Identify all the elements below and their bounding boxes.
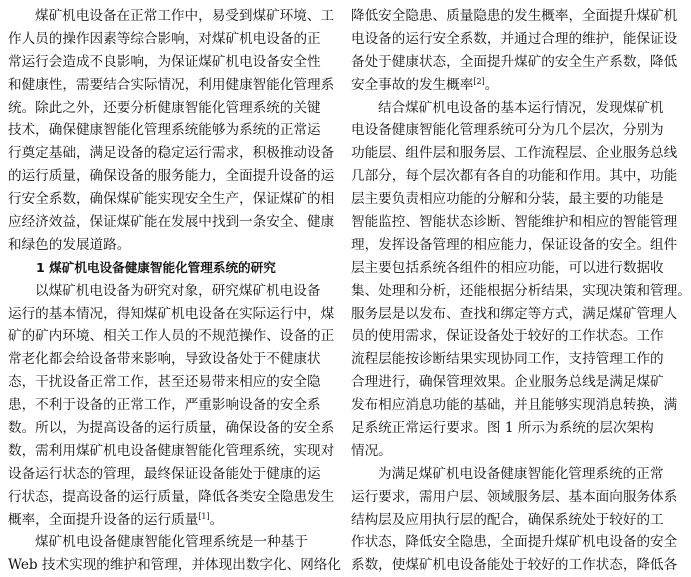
line-text: 情况。 [351, 442, 392, 459]
line-text: 设备运行状态的管理，最终保证设备能处于健康的运 [8, 465, 321, 482]
right-text-line [351, 463, 664, 486]
citation-marker: [1] [198, 511, 210, 521]
line-text: 电设备健康智能化管理系统可分为几个层次，分别为 [351, 122, 664, 139]
line-text: 集、处理和分析，还能根据分析结果，实现决策和管理。 [351, 282, 691, 299]
left-text-line [8, 5, 335, 28]
line-text: 行状态，提高设备的运行质量，降低各类安全隐患发生 [8, 488, 335, 505]
line-text: 智能监控、智能状态诊断、智能维护和相应的智能管理 [351, 214, 678, 231]
left-text-line [8, 325, 335, 348]
line-text: 常老化都会给设备带来影响，导致设备处于不健康状 [8, 351, 321, 368]
left-text-line [8, 531, 308, 554]
left-text-line [8, 28, 321, 51]
line-text: Web 技术实现的维护和管理，并体现出数字化、网络化 [8, 557, 341, 574]
left-text-line [8, 348, 321, 371]
left-text-line [8, 188, 335, 211]
line-text: 功能层、组件层和服务层、工作流程层、企业服务总线 [351, 145, 678, 162]
left-text-line [8, 463, 321, 486]
line-text: 层主要负责相应功能的分解和分装，最主要的功能是 [351, 191, 664, 208]
right-text-line [351, 394, 678, 417]
right-text-line [351, 303, 678, 326]
line-text: 的运行质量，确保设备的服务能力，全面提升设备的运 [8, 168, 335, 185]
left-text-line [8, 303, 335, 326]
right-text-column [351, 5, 691, 577]
line-text: 层主要包括系统各组件的相应功能，可以进行数据收 [351, 259, 664, 276]
left-text-line [8, 554, 341, 577]
line-text: 1 煤矿机电设备健康智能化管理系统的研究 [36, 259, 276, 275]
right-text-line [351, 51, 678, 74]
line-text: 和健康性，需要结合实际情况，利用健康智能化管理系 [8, 76, 335, 93]
line-text: 流程层能按诊断结果实现协同工作，支持管理工作的 [351, 351, 664, 368]
right-text-line [351, 486, 678, 509]
line-text: 概率，全面提升设备的运行质量 [8, 511, 199, 528]
citation-marker: [2] [473, 76, 485, 86]
right-text-line [351, 234, 678, 257]
line-text: 和绿色的发展道路。 [8, 236, 131, 253]
line-text: 以煤矿机电设备为研究对象，研究煤矿机电设备 [35, 282, 321, 299]
line-text: 煤矿机电设备在正常工作中，易受到煤矿环境、工 [35, 8, 335, 24]
line-text: 服务层是以发布、查找和绑定等方式，满足煤矿管理人 [351, 305, 678, 322]
line-text: 数，需利用煤矿机电设备健康智能化管理系统，实现对 [8, 442, 335, 459]
left-text-line [8, 394, 321, 417]
right-text-line [351, 5, 678, 28]
left-text-line [8, 509, 308, 532]
left-text-line [8, 119, 321, 142]
right-text-line [351, 509, 664, 532]
right-text-line [351, 119, 664, 142]
right-text-line [351, 348, 664, 371]
right-text-line [351, 417, 654, 440]
left-text-line [8, 211, 335, 234]
line-text: 技术，确保健康智能化管理系统能够为系统的正常运 [8, 122, 321, 139]
line-text: 结合煤矿机电设备的基本运行情况，发现煤矿机 [378, 99, 664, 116]
left-text-line [8, 280, 321, 303]
right-text-line [351, 280, 691, 303]
line-text: 系数，使煤矿机电设备能处于较好的工作状态，降低各 [351, 557, 678, 574]
line-text: 发布相应消息功能的基础，并且能够实现消息转换，满 [351, 397, 678, 414]
left-text-line [8, 97, 321, 120]
line-text: 电设备的运行安全系数，并通过合理的维护，能保证设 [351, 30, 678, 47]
line-text: 作状态，降低安全隐患，全面提升煤矿机电设备的安全 [351, 534, 678, 551]
left-text-line [8, 417, 335, 440]
right-text-line [351, 188, 664, 211]
line-text: 运行的基本情况，得知煤矿机电设备在实际运行中，煤 [8, 305, 335, 322]
left-text-line [8, 486, 335, 509]
line-text: 员的使用需求，保证设备处于较好的工作状态。工作 [351, 328, 664, 345]
right-text-line [351, 554, 678, 577]
left-text-line [8, 440, 335, 463]
line-text: 足系统正常运行要求。图 1 所示为系统的层次架构 [351, 420, 654, 437]
line-text: 为满足煤矿机电设备健康智能化管理系统的正常 [378, 465, 664, 482]
line-text: 数。所以，为提高设备的运行质量，确保设备的安全系 [8, 420, 335, 437]
section-heading [8, 257, 308, 280]
left-text-line [8, 165, 335, 188]
left-text-line [8, 74, 335, 97]
left-text-line [8, 142, 335, 165]
left-text-line [8, 51, 321, 74]
line-text: 煤矿机电设备健康智能化管理系统是一种基于 [35, 534, 308, 551]
left-text-line [8, 234, 308, 257]
line-text: 合理进行，确保管理效果。企业服务总线是满足煤矿 [351, 374, 664, 391]
line-punctuation: 。 [209, 511, 224, 528]
right-text-line [351, 97, 664, 120]
line-text: 矿的矿内环境、相关工作人员的不规范操作、设备的正 [8, 328, 335, 345]
line-text: 作人员的操作因素等综合影响，对煤矿机电设备的正 [8, 30, 321, 47]
line-text: 行安全系数，确保煤矿能实现安全生产，保证煤矿的相 [8, 191, 335, 208]
line-punctuation: 。 [484, 76, 499, 93]
right-text-line [351, 211, 678, 234]
line-text: 应经济效益，保证煤矿能在发展中找到一条安全、健康 [8, 214, 335, 231]
line-text: 安全事故的发生概率 [351, 76, 474, 93]
line-text: 患，不利于设备的正常工作，严重影响设备的安全系 [8, 397, 321, 414]
right-text-line [351, 257, 664, 280]
left-text-column [8, 5, 341, 577]
right-text-line [351, 531, 678, 554]
line-text: 态，干扰设备正常工作，甚至还易带来相应的安全隐 [8, 374, 321, 391]
right-text-line [351, 28, 678, 51]
right-text-line [351, 371, 664, 394]
line-text: 备处于健康状态，全面提升煤矿的安全生产系数，降低 [351, 53, 678, 70]
left-text-line [8, 371, 321, 394]
line-text: 理，发挥设备管理的相应能力，保证设备的安全。组件 [351, 236, 678, 253]
line-text: 常运行会造成不良影响，为保证煤矿机电设备安全性 [8, 53, 321, 70]
right-text-line [351, 440, 651, 463]
line-text: 统。除此之外，还要分析健康智能化管理系统的关键 [8, 99, 321, 116]
right-text-line [351, 165, 678, 188]
right-text-line [351, 74, 651, 97]
right-text-line [351, 325, 664, 348]
line-text: 几部分，每个层次都有各自的功能和作用。其中，功能 [351, 168, 678, 185]
line-text: 运行要求，需用户层、领域服务层、基本面向服务体系 [351, 488, 678, 505]
right-text-line [351, 142, 678, 165]
line-text: 降低安全隐患、质量隐患的发生概率，全面提升煤矿机 [351, 8, 678, 24]
line-text: 结构层及应用执行层的配合，确保系统处于较好的工 [351, 511, 664, 528]
line-text: 行奠定基础，满足设备的稳定运行需求，积极推动设备 [8, 145, 335, 162]
